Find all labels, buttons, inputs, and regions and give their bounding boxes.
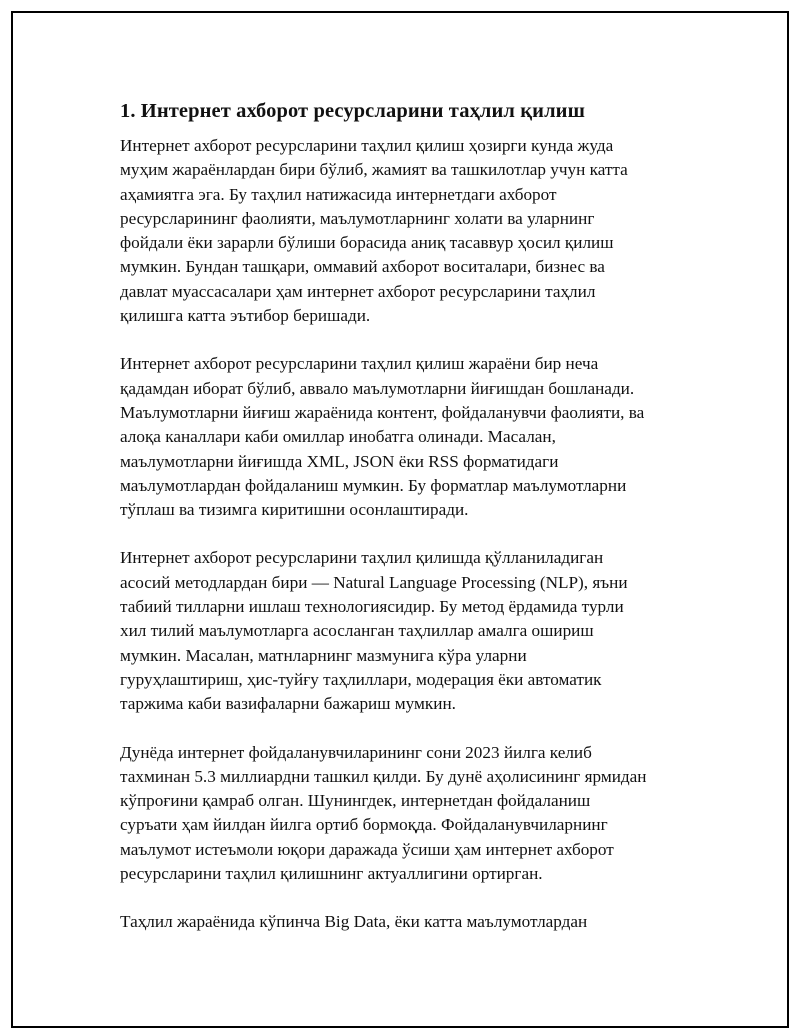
paragraph-2 bbox=[120, 352, 700, 522]
text-line: мумкин. Масалан, матнларнинг мазмунига кўра уларни bbox=[120, 645, 527, 665]
text-line: ресурсларини таҳлил қилишнинг актуаллигини ортирган. bbox=[120, 864, 543, 884]
text-line: маълумот истеъмоли юқори даражада ўсиши ҳам интернет ахборот bbox=[120, 839, 614, 859]
text-line: Таҳлил жараёнида кўпинча Big Data, ёки катта маълумотлардан bbox=[120, 912, 588, 932]
paragraph-1 bbox=[120, 134, 700, 328]
text-line: Маълумотларни йиғиш жараёнида контент, фойдаланувчи фаолияти, ва bbox=[120, 402, 645, 422]
document-page bbox=[11, 11, 789, 1028]
text-line: гуруҳлаштириш, ҳис-туйғу таҳлиллари, модерация ёки автоматик bbox=[120, 669, 602, 689]
text-line: ресурсларининг фаолияти, маълумотларнинг холати ва уларнинг bbox=[120, 208, 595, 228]
text-line: алоқа каналлари каби омиллар инобатга олинади. Масалан, bbox=[120, 427, 556, 447]
paragraph-3 bbox=[120, 546, 700, 716]
text-line: асосий методлардан бири — Natural Language Processing (NLP), яъни bbox=[120, 572, 628, 592]
text-line: тахминан 5.3 миллиардни ташкил қилди. Бу дунё аҳолисининг ярмидан bbox=[120, 766, 647, 786]
text-line: қилишга катта эътибор беришади. bbox=[120, 306, 371, 326]
text-line: Интернет ахборот ресурсларини таҳлил қилиш ҳозирги кунда жуда bbox=[120, 136, 614, 155]
text-line: хил тилий маълумотларга асосланган таҳлиллар амалга ошириш bbox=[120, 621, 594, 641]
text-line: таржима каби вазифаларни бажариш мумкин. bbox=[120, 694, 456, 714]
text-line: кўпроғини қамраб олган. Шунингдек, интернетдан фойдаланиш bbox=[120, 791, 591, 811]
text-line: Дунёда интернет фойдаланувчиларининг сони 2023 йилга келиб bbox=[120, 742, 592, 762]
text-line: маълумотлардан фойдаланиш мумкин. Бу форматлар маълумотларни bbox=[120, 475, 627, 495]
text-line: Интернет ахборот ресурсларини таҳлил қилишда қўлланиладиган bbox=[120, 548, 604, 568]
text-line: маълумотларни йиғишда XML, JSON ёки RSS форматидаги bbox=[120, 451, 559, 471]
text-line: муҳим жараёнлардан бири бўлиб, жамият ва ташкилотлар учун катта bbox=[120, 160, 628, 180]
text-line: мумкин. Бундан ташқари, оммавий ахборот воситалари, бизнес ва bbox=[120, 257, 605, 277]
document-body bbox=[120, 97, 700, 959]
text-line: тўплаш ва тизимга киритишни осонлаштиради. bbox=[120, 500, 469, 520]
text-line: суръати ҳам йилдан йилга ортиб бормоқда. Фойдаланувчиларнинг bbox=[120, 815, 608, 835]
text-line: қадамдан иборат бўлиб, аввало маълумотларни йиғишдан бошланади. bbox=[120, 378, 635, 398]
paragraph-4 bbox=[120, 741, 700, 887]
paragraph-5 bbox=[120, 910, 700, 934]
text-line: давлат муассасалари ҳам интернет ахборот ресурсларини таҳлил bbox=[120, 281, 596, 301]
section-title: 1. Интернет ахборот ресурсларини таҳлил қилиш bbox=[120, 100, 585, 122]
text-line: табиий тилларни ишлаш технологиясидир. Бу метод ёрдамида турли bbox=[120, 597, 624, 617]
text-line: Интернет ахборот ресурсларини таҳлил қилиш жараёни бир неча bbox=[120, 354, 599, 374]
text-line: фойдали ёки зарарли бўлиши борасида аниқ тасаввур ҳосил қилиш bbox=[120, 233, 614, 253]
text-line: аҳамиятга эга. Бу таҳлил натижасида интернетдаги ахборот bbox=[120, 184, 557, 204]
